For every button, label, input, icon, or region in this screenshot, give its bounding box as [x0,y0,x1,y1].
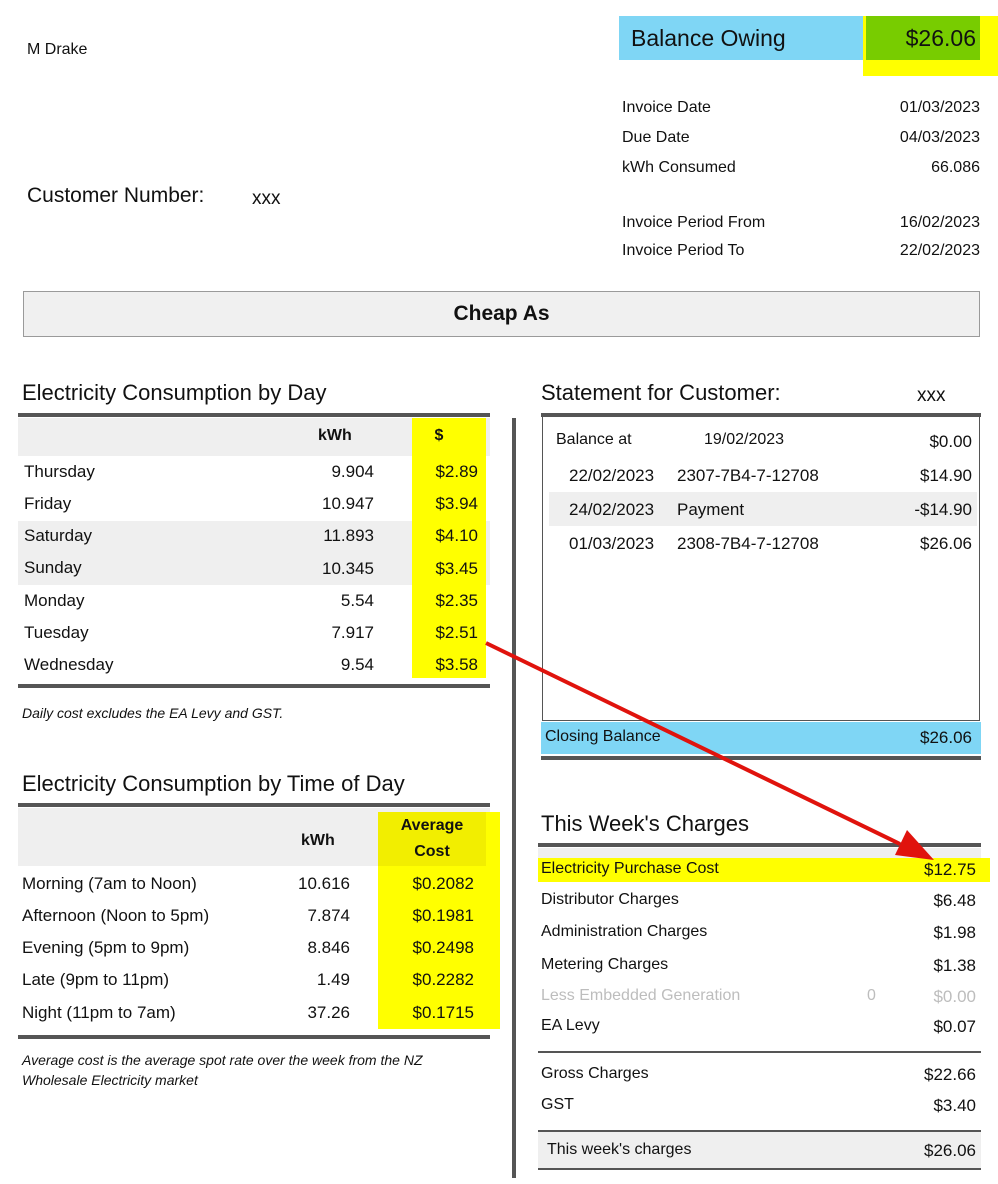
plan-banner: Cheap As [23,291,980,337]
statement-customer: xxx [917,385,946,406]
closing-balance-amount: $26.06 [920,728,972,747]
by-day-day: Friday [24,494,72,513]
gross-charges-label: Gross Charges [541,1065,649,1082]
by-day-kwh: 10.947 [322,494,374,513]
by-time-kwh: 8.846 [307,938,350,957]
by-time-kwh-header: kWh [301,832,335,849]
by-time-period: Late (9pm to 11pm) [22,970,170,989]
statement-opening-label: Balance at [556,431,632,448]
period-to-label: Invoice Period To [622,242,745,259]
by-day-kwh-header: kWh [318,427,352,444]
balance-owing-amount: $26.06 [905,25,976,51]
due-date-label: Due Date [622,129,690,146]
by-day-day: Wednesday [24,655,114,674]
invoice-date-label: Invoice Date [622,99,711,116]
statement-opening-amount: $0.00 [929,432,972,451]
total-label: This week's charges [547,1141,692,1158]
statement-row-amount: $14.90 [920,466,972,485]
by-day-day: Monday [24,591,85,610]
statement-row-desc: 2307-7B4-7-12708 [677,466,819,485]
by-time-period: Afternoon (Noon to 5pm) [22,906,210,925]
due-date-value: 04/03/2023 [899,129,980,146]
by-day-day: Thursday [24,462,95,481]
by-day-cost: $3.45 [435,559,478,578]
by-time-avg-header-1: Average [400,817,464,834]
charge-label: Metering Charges [541,956,669,973]
by-day-kwh: 9.904 [331,462,374,481]
by-day-note: Daily cost excludes the EA Levy and GST. [22,705,284,721]
by-time-kwh: 7.874 [307,906,350,925]
by-day-cost: $2.51 [435,623,478,642]
customer-name: M Drake [27,41,88,58]
charge-label: Administration Charges [541,923,708,940]
statement-title: Statement for Customer: [541,380,781,405]
by-day-cost: $2.89 [435,462,478,481]
by-time-note: Average cost is the average spot rate over the week from the NZ Wholesale Electricity market [22,1052,423,1088]
arrow-shaft [486,643,900,844]
charge-amount: $1.98 [933,923,976,942]
charge-amount: $0.07 [933,1017,976,1036]
customer-number-label: Customer Number: [27,184,205,207]
charge-amount: $12.75 [924,860,976,879]
by-day-cost: $4.10 [435,526,478,545]
by-time-cost: $0.2282 [412,970,474,989]
by-time-kwh: 37.26 [307,1003,350,1022]
statement-row-date: 22/02/2023 [569,466,655,485]
statement-row-date: 01/03/2023 [569,534,655,553]
invoice-date-value: 01/03/2023 [899,99,980,116]
arrow-head [895,830,934,860]
balance-owing-label: Balance Owing [631,25,786,51]
statement-row-amount: -$14.90 [914,500,972,519]
by-day-cost-header: $ [434,427,444,444]
by-time-cost: $0.1981 [412,906,474,925]
by-day-cost: $2.35 [435,591,478,610]
by-day-cost: $3.94 [435,494,478,513]
charge-label-muted: Less Embedded Generation [541,987,741,1004]
by-day-kwh: 9.54 [340,655,374,674]
by-time-cost: $0.1715 [412,1003,474,1022]
by-day-day: Saturday [24,526,93,545]
charge-amount: $6.48 [933,891,976,910]
charges-title: This Week's Charges [541,811,749,836]
by-day-day: Tuesday [24,623,89,642]
charge-label: Electricity Purchase Cost [541,860,719,877]
by-time-cost: $0.2082 [412,874,474,893]
period-to-value: 22/02/2023 [899,242,980,259]
by-time-kwh: 10.616 [298,874,350,893]
by-time-period: Evening (5pm to 9pm) [22,938,190,957]
kwh-consumed-value: 66.086 [931,159,980,176]
by-day-cost: $3.58 [435,655,478,674]
by-day-day: Sunday [24,558,82,577]
by-time-avg-header-2: Cost [414,843,450,860]
statement-row-desc: Payment [677,500,745,519]
gross-charges-amount: $22.66 [924,1065,976,1084]
charge-qty-muted: 0 [867,987,876,1004]
customer-number-value: xxx [252,188,281,209]
by-time-period: Night (11pm to 7am) [22,1003,176,1022]
period-from-value: 16/02/2023 [899,214,980,231]
by-time-period: Morning (7am to Noon) [22,874,197,893]
statement-row-desc: 2308-7B4-7-12708 [677,534,819,553]
kwh-consumed-label: kWh Consumed [622,159,736,176]
total-amount: $26.06 [924,1141,976,1160]
by-day-kwh: 10.345 [322,559,374,578]
statement-row-date: 24/02/2023 [569,500,655,519]
by-day-kwh: 5.54 [340,591,374,610]
by-time-kwh: 1.49 [316,970,350,989]
charge-amount-muted: $0.00 [933,987,976,1006]
by-day-kwh: 7.917 [331,623,374,642]
statement-opening-date: 19/02/2023 [704,431,785,448]
by-time-title: Electricity Consumption by Time of Day [22,771,405,796]
period-from-label: Invoice Period From [622,214,766,231]
by-time-cost: $0.2498 [412,938,474,957]
gst-amount: $3.40 [933,1096,976,1115]
gst-label: GST [541,1096,574,1113]
closing-balance-label: Closing Balance [545,728,661,745]
by-day-title: Electricity Consumption by Day [22,380,327,405]
charge-label: EA Levy [541,1017,600,1034]
by-day-kwh: 11.893 [323,526,374,545]
charge-amount: $1.38 [933,956,976,975]
charge-label: Distributor Charges [541,891,679,908]
statement-row-amount: $26.06 [920,534,972,553]
